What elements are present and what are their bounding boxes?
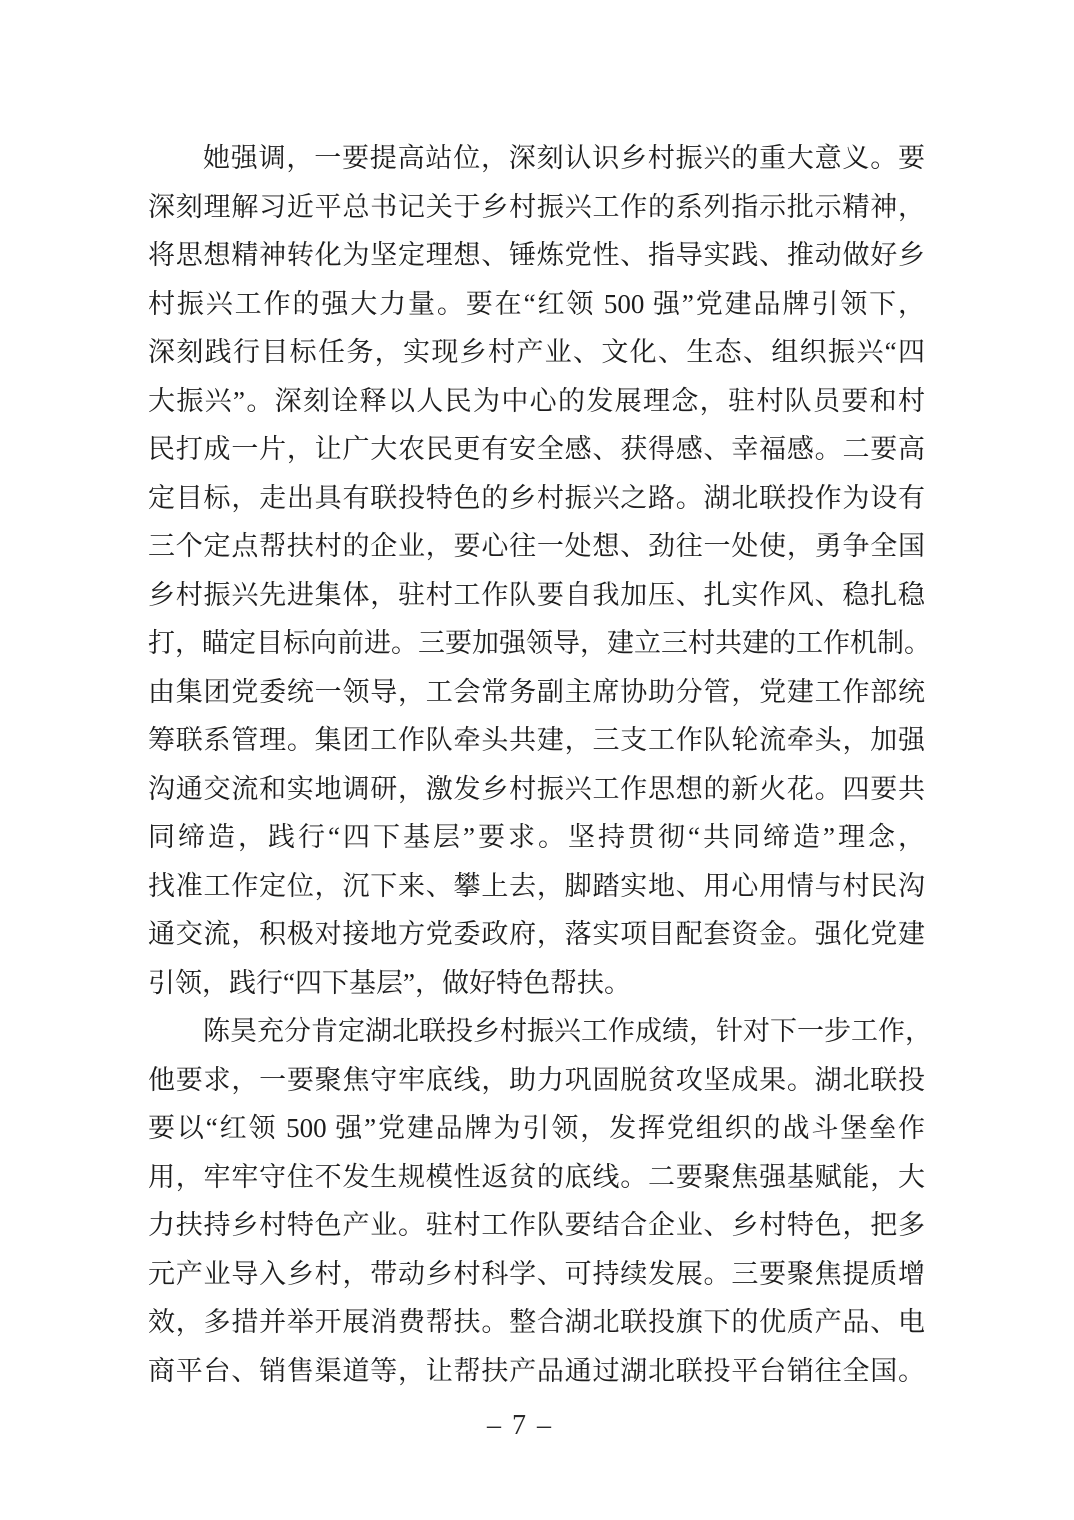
text-line: 要以“红领 500 强”党建品牌为引领，发挥党组织的战斗堡垒作 xyxy=(148,1113,925,1143)
text-line: 他要求，一要聚焦守牢底线，助力巩固脱贫攻坚成果。湖北联投 xyxy=(148,1064,925,1095)
text-line: 打，瞄定目标向前进。三要加强领导，建立三村共建的工作机制。 xyxy=(148,628,931,658)
text-line: 效，多措并举开展消费帮扶。整合湖北联投旗下的优质产品、电 xyxy=(148,1307,925,1337)
text-line: 通交流，积极对接地方党委政府，落实项目配套资金。强化党建 xyxy=(148,919,925,949)
text-line: 深刻理解习近平总书记关于乡村振兴工作的系列指示批示精神， xyxy=(148,191,925,222)
text-line: 定目标，走出具有联投特色的乡村振兴之路。湖北联投作为设有 xyxy=(148,482,925,513)
text-line: 村振兴工作的强大力量。要在“红领 500 强”党建品牌引领下， xyxy=(148,288,925,319)
text-line: 深刻践行目标任务，实现乡村产业、文化、生态、组织振兴“四 xyxy=(148,337,925,367)
text-line: 元产业导入乡村，带动乡村科学、可持续发展。三要聚焦提质增 xyxy=(148,1258,925,1289)
text-line: 商平台、销售渠道等，让帮扶产品通过湖北联投平台销往全国。 xyxy=(148,1355,925,1386)
text-line: 陈昊充分肯定湖北联投乡村振兴工作成绩，针对下一步工作， xyxy=(203,1016,932,1046)
text-line: 沟通交流和实地调研，激发乡村振兴工作思想的新火花。四要共 xyxy=(148,773,925,804)
document-body xyxy=(148,134,932,1395)
page-number: – 7 – xyxy=(487,1410,553,1441)
text-line: 力扶持乡村特色产业。驻村工作队要结合企业、乡村特色，把多 xyxy=(148,1210,925,1240)
text-line: 她强调，一要提高站位，深刻认识乡村振兴的重大意义。要 xyxy=(203,143,925,173)
text-line: 同缔造，践行“四下基层”要求。坚持贯彻“共同缔造”理念， xyxy=(148,822,925,852)
text-line: 引领，践行“四下基层”，做好特色帮扶。 xyxy=(148,967,631,998)
text-line: 民打成一片，让广大农民更有安全感、获得感、幸福感。二要高 xyxy=(148,434,925,464)
text-line: 大振兴”。深刻诠释以人民为中心的发展理念，驻村队员要和村 xyxy=(148,385,925,416)
text-line: 乡村振兴先进集体，驻村工作队要自我加压、扎实作风、稳扎稳 xyxy=(148,579,925,610)
text-line: 三个定点帮扶村的企业，要心往一处想、劲往一处使，勇争全国 xyxy=(148,531,925,561)
text-line: 筹联系管理。集团工作队牵头共建，三支工作队轮流牵头，加强 xyxy=(148,725,925,755)
text-line: 找准工作定位，沉下来、攀上去，脚踏实地、用心用情与村民沟 xyxy=(148,870,925,901)
text-line: 由集团党委统一领导，工会常务副主席协助分管，党建工作部统 xyxy=(148,676,925,707)
text-line: 将思想精神转化为坚定理想、锤炼党性、指导实践、推动做好乡 xyxy=(148,240,925,270)
text-line: 用，牢牢守住不发生规模性返贫的底线。二要聚焦强基赋能，大 xyxy=(148,1161,925,1192)
